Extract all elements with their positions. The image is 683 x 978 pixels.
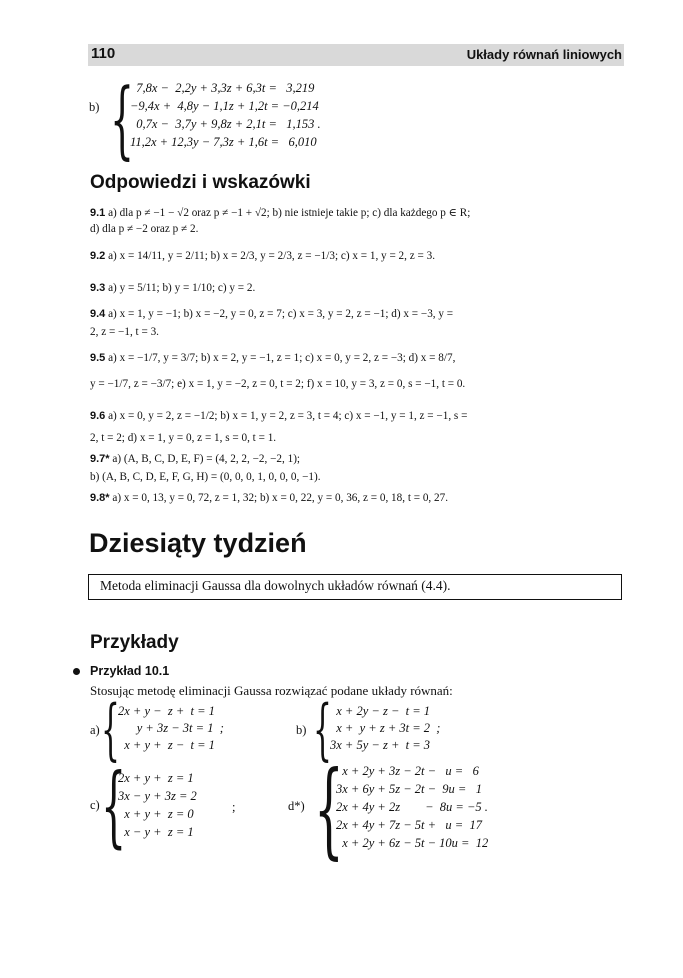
answer-line: b) (A, B, C, D, E, F, G, H) = (0, 0, 0, 1, 0, 0, 0, −1). xyxy=(90,471,321,483)
answer-item xyxy=(90,453,300,465)
system-row: 7,8x − 2,2y + 3,3z + 6,3t = 3,219 xyxy=(130,81,315,95)
system-row: x + y + z = 0 xyxy=(118,807,194,821)
system-row: x + 2y + 6z − 5t − 10u = 12 xyxy=(336,836,489,850)
answer-line: y = −1/7, z = −3/7; e) x = 1, y = −2, z = 0, t = 2; f) x = 10, y = 3, z = 0, s = −1, t = 0. xyxy=(90,378,466,390)
chapter-title: Dziesiąty tydzień xyxy=(89,528,307,558)
answer-number: 9.5 xyxy=(90,352,106,364)
system-row: x + 2y + 3z − 2t − u = 6 xyxy=(336,764,479,778)
answer-line: a) x = 1, y = −1; b) x = −2, y = 0, z = 7; c) x = 3, y = 2, z = −1; d) x = −3, y = xyxy=(108,308,454,320)
system-row: x + y + z − t = 1 xyxy=(118,738,215,752)
answer-item xyxy=(90,250,435,262)
answer-line: 2, t = 2; d) x = 1, y = 0, z = 1, s = 0, t = 1. xyxy=(90,432,277,444)
answer-line: a) (A, B, C, D, E, F) = (4, 2, 2, −2, −2, 1); xyxy=(112,453,301,465)
answer-line: d) dla p ≠ −2 oraz p ≠ 2. xyxy=(90,223,199,235)
system-row: y + 3z − 3t = 1 ; xyxy=(118,721,224,735)
system-c-label: c) xyxy=(90,798,100,812)
topic-text: Metoda eliminacji Gaussa dla dowolnych układów równań (4.4). xyxy=(100,578,451,593)
examples-heading: Przykłady xyxy=(90,632,179,653)
system-a-label: a) xyxy=(90,723,100,737)
answer-item xyxy=(90,308,453,320)
example-intro: Stosując metodę eliminacji Gaussa rozwiązać podane układy równań: xyxy=(90,683,453,698)
system-a-brace: { xyxy=(101,691,120,768)
bullet-icon xyxy=(73,668,80,675)
answer-number: 9.3 xyxy=(90,282,106,294)
system-d-label: d*) xyxy=(288,799,305,813)
system-b-label: b) xyxy=(89,100,100,114)
system-row: 11,2x + 12,3y − 7,3z + 1,6t = 6,010 xyxy=(130,135,317,149)
system-row: 2x + y − z + t = 1 xyxy=(118,704,215,718)
system-row: 2x + 4y + 7z − 5t + u = 17 xyxy=(336,818,482,832)
answer-item xyxy=(90,352,455,364)
system-row: x + y + z + 3t = 2 ; xyxy=(330,721,441,735)
answer-number: 9.8* xyxy=(90,492,110,504)
answer-line: a) x = −1/7, y = 3/7; b) x = 2, y = −1, z = 1; c) x = 0, y = 2, z = −3; d) x = 8/7, xyxy=(108,352,456,364)
system-row: −9,4x + 4,8y − 1,1z + 1,2t = −0,214 xyxy=(130,99,319,113)
answer-item xyxy=(90,282,255,294)
system-d-brace: { xyxy=(314,748,344,870)
system-c-brace: { xyxy=(101,754,127,857)
system-row: 3x + 6y + 5z − 2t − 9u = 1 xyxy=(336,782,482,796)
system-b-brace: { xyxy=(110,70,135,168)
answer-number: 9.2 xyxy=(90,250,106,262)
answer-number: 9.6 xyxy=(90,410,106,422)
system-row: 3x − y + 3z = 2 xyxy=(118,789,197,803)
system-row: 2x + y + z = 1 xyxy=(118,771,194,785)
running-title: Układy równań liniowych xyxy=(466,47,622,62)
answer-line: a) x = 0, y = 2, z = −1/2; b) x = 1, y = 2, z = 3, t = 4; c) x = −1, y = 1, z = −1, s = xyxy=(108,410,468,422)
answer-line: 2, z = −1, t = 3. xyxy=(90,326,159,338)
system-row: 3x + 5y − z + t = 3 xyxy=(330,738,431,752)
answer-number: 9.4 xyxy=(90,308,106,320)
answer-line: a) dla p ≠ −1 − √2 oraz p ≠ −1 + √2; b) nie istnieje takie p; c) dla każdego p ∈ R; xyxy=(108,207,471,219)
system-row: 0,7x − 3,7y + 9,8z + 2,1t = 1,153 . xyxy=(130,117,321,131)
answer-number: 9.1 xyxy=(90,207,106,219)
answer-line: a) x = 0, 13, y = 0, 72, z = 1, 32; b) x = 0, 22, y = 0, 36, z = 0, 18, t = 0, 27. xyxy=(112,492,449,504)
system-row: x + 2y − z − t = 1 xyxy=(330,704,431,718)
system-row: x − y + z = 1 xyxy=(118,825,194,839)
answer-item xyxy=(90,492,448,504)
answer-item xyxy=(90,410,467,422)
answer-line: a) y = 5/11; b) y = 1/10; c) y = 2. xyxy=(108,282,256,294)
answer-number: 9.7* xyxy=(90,453,110,465)
answers-heading: Odpowiedzi i wskazówki xyxy=(90,172,311,193)
example-title: Przykład 10.1 xyxy=(90,664,170,678)
system-b2-label: b) xyxy=(296,723,307,737)
page-number: 110 xyxy=(91,45,116,62)
answer-line: a) x = 14/11, y = 2/11; b) x = 2/3, y = 2/3, z = −1/3; c) x = 1, y = 2, z = 3. xyxy=(108,250,435,262)
answer-item xyxy=(90,206,470,219)
system-c-separator: ; xyxy=(232,800,236,814)
system-row: 2x + 4y + 2z − 8u = −5 . xyxy=(336,800,488,814)
system-b2-brace: { xyxy=(313,691,332,768)
